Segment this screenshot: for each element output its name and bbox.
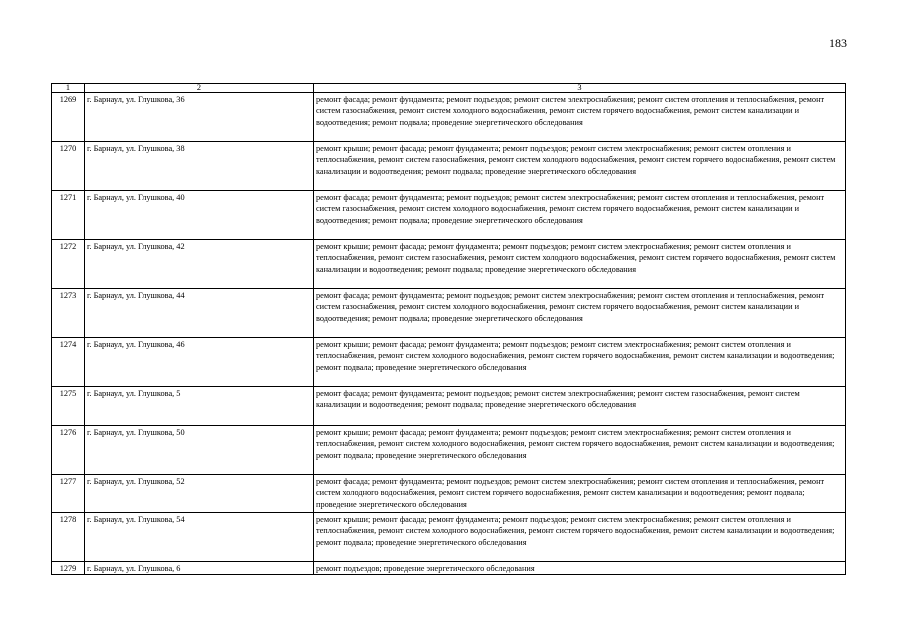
table-row [52,142,846,191]
page-number: 183 [829,36,847,50]
column-header-works: 3 [314,84,846,93]
table-row [52,426,846,475]
row-address: г. Барнаул, ул. Глушкова, 52 [85,475,314,513]
row-works: ремонт крыши; ремонт фасада; ремонт фундамента; ремонт подъездов; ремонт систем электроснабжения; ремонт систем отопления и теплоснабжения, ремонт систем холодного водоснабжения, ремонт систем горячего водоснабжения, ремонт систем канализации и водоотведения; ремонт подвала; проведение энергетического обследования [314,513,846,562]
row-address: г. Барнаул, ул. Глушкова, 5 [85,387,314,426]
column-header-address: 2 [85,84,314,93]
row-address: г. Барнаул, ул. Глушкова, 54 [85,513,314,562]
row-address: г. Барнаул, ул. Глушкова, 36 [85,93,314,142]
table-row [52,513,846,562]
row-works: ремонт крыши; ремонт фасада; ремонт фундамента; ремонт подъездов; ремонт систем электроснабжения; ремонт систем отопления и теплоснабжения, ремонт систем холодного водоснабжения, ремонт систем горячего водоснабжения, ремонт систем канализации и водоотведения; ремонт подвала; проведение энергетического обследования [314,338,846,387]
row-address: г. Барнаул, ул. Глушкова, 6 [85,562,314,575]
row-works: ремонт фасада; ремонт фундамента; ремонт подъездов; ремонт систем электроснабжения; ремонт систем отопления и теплоснабжения, ремонт систем газоснабжения, ремонт систем холодного водоснабжения, ремонт систем горячего водоснабжения, ремонт систем канализации и водоотведения; ремонт подвала; проведение энергетического обследования [314,93,846,142]
row-works: ремонт крыши; ремонт фасада; ремонт фундамента; ремонт подъездов; ремонт систем электроснабжения; ремонт систем отопления и теплоснабжения, ремонт систем холодного водоснабжения, ремонт систем горячего водоснабжения, ремонт систем канализации и водоотведения; ремонт подвала; проведение энергетического обследования [314,426,846,475]
table-row [52,475,846,513]
row-number: 1277 [52,475,85,513]
row-works: ремонт фасада; ремонт фундамента; ремонт подъездов; ремонт систем электроснабжения; ремонт систем отопления и теплоснабжения, ремонт систем холодного водоснабжения, ремонт систем горячего водоснабжения, ремонт систем канализации и водоотведения; ремонт подвала; проведение энергетического обследования [314,475,846,513]
row-works: ремонт фасада; ремонт фундамента; ремонт подъездов; ремонт систем электроснабжения; ремонт систем отопления и теплоснабжения, ремонт систем газоснабжения, ремонт систем холодного водоснабжения, ремонт систем горячего водоснабжения, ремонт систем канализации и водоотведения; ремонт подвала; проведение энергетического обследования [314,191,846,240]
row-address: г. Барнаул, ул. Глушкова, 44 [85,289,314,338]
row-number: 1274 [52,338,85,387]
row-number: 1275 [52,387,85,426]
row-address: г. Барнаул, ул. Глушкова, 42 [85,240,314,289]
row-address: г. Барнаул, ул. Глушкова, 46 [85,338,314,387]
table-row [52,338,846,387]
row-number: 1271 [52,191,85,240]
table-row [52,562,846,575]
registry-table [51,83,846,575]
table-row [52,289,846,338]
row-number: 1273 [52,289,85,338]
row-address: г. Барнаул, ул. Глушкова, 50 [85,426,314,475]
row-address: г. Барнаул, ул. Глушкова, 38 [85,142,314,191]
column-header-number: 1 [52,84,85,93]
row-works: ремонт подъездов; проведение энергетического обследования [314,562,846,575]
table-row [52,191,846,240]
row-number: 1269 [52,93,85,142]
table-row [52,93,846,142]
table-row [52,387,846,426]
row-number: 1279 [52,562,85,575]
row-number: 1272 [52,240,85,289]
row-works: ремонт крыши; ремонт фасада; ремонт фундамента; ремонт подъездов; ремонт систем электроснабжения; ремонт систем отопления и теплоснабжения, ремонт систем газоснабжения, ремонт систем холодного водоснабжения, ремонт систем горячего водоснабжения, ремонт систем канализации и водоотведения; ремонт подвала; проведение энергетического обследования [314,142,846,191]
row-number: 1270 [52,142,85,191]
table-row [52,240,846,289]
row-number: 1278 [52,513,85,562]
row-works: ремонт крыши; ремонт фасада; ремонт фундамента; ремонт подъездов; ремонт систем электроснабжения; ремонт систем отопления и теплоснабжения, ремонт систем газоснабжения, ремонт систем холодного водоснабжения, ремонт систем горячего водоснабжения, ремонт систем канализации и водоотведения; ремонт подвала; проведение энергетического обследования [314,240,846,289]
row-works: ремонт фасада; ремонт фундамента; ремонт подъездов; ремонт систем электроснабжения; ремонт систем отопления и теплоснабжения, ремонт систем газоснабжения, ремонт систем холодного водоснабжения, ремонт систем горячего водоснабжения, ремонт систем канализации и водоотведения; ремонт подвала; проведение энергетического обследования [314,289,846,338]
table-header-row [52,84,846,93]
row-number: 1276 [52,426,85,475]
row-address: г. Барнаул, ул. Глушкова, 40 [85,191,314,240]
row-works: ремонт фасада; ремонт фундамента; ремонт подъездов; ремонт систем электроснабжения; ремонт систем газоснабжения, ремонт систем канализации и водоотведения; ремонт подвала; проведение энергетического обследования [314,387,846,426]
